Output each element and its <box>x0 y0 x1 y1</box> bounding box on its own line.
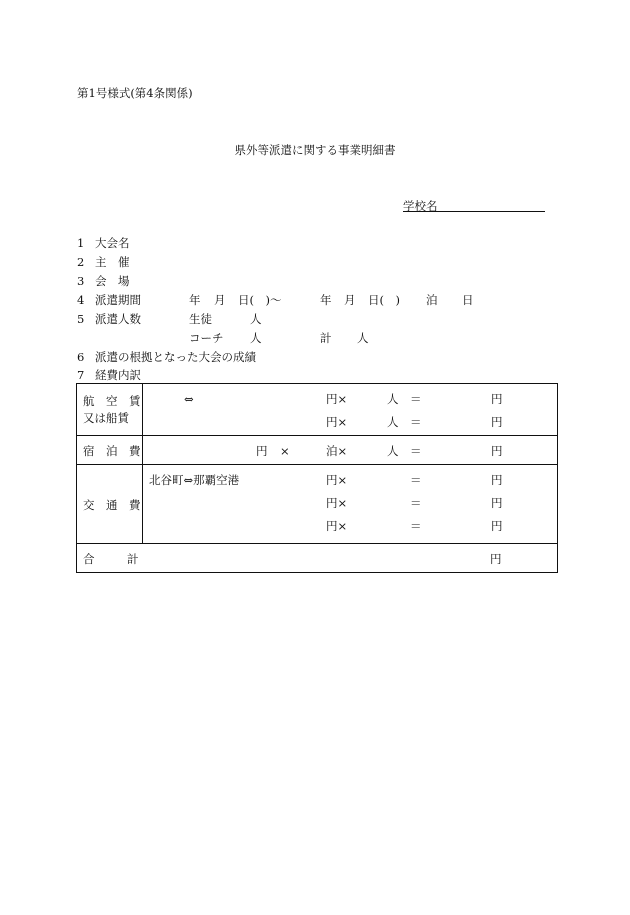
airfare-equals: ＝ <box>410 392 422 406</box>
lodging-equals: ＝ <box>410 444 422 458</box>
airfare-label-line2: 又は船賃 <box>83 411 129 425</box>
period-nights: 泊 <box>426 293 438 307</box>
cost-breakdown-table <box>76 383 558 573</box>
period-year-start: 年 <box>189 293 201 307</box>
members-coach-label: コーチ <box>189 331 224 345</box>
members-students-unit: 人 <box>250 312 262 326</box>
period-days: 日 <box>462 293 474 307</box>
item-label-venue: 会 場 <box>95 274 130 288</box>
table-row-lodging <box>77 436 558 465</box>
transport-category-cell <box>77 465 143 544</box>
airfare-yen-total: 円 <box>491 392 503 406</box>
item-number: 3 <box>77 274 85 288</box>
airfare-person: 人 <box>387 415 399 429</box>
table-row-total <box>77 544 558 573</box>
members-students-label: 生徒 <box>189 312 212 326</box>
airfare-person: 人 <box>387 392 399 406</box>
airfare-yen-times: 円× <box>326 415 348 429</box>
transport-yen-total: 円 <box>491 496 503 510</box>
period-month-end: 月 <box>344 293 356 307</box>
period-month-start: 月 <box>214 293 226 307</box>
airfare-category-cell <box>77 384 143 436</box>
airfare-yen-total: 円 <box>491 415 503 429</box>
transport-equals: ＝ <box>410 496 422 510</box>
item-label-members: 派遣人数 <box>95 312 141 326</box>
transport-route: 北谷町⇔那覇空港 <box>149 473 240 487</box>
airfare-yen-times: 円× <box>326 392 348 406</box>
total-label-b: 計 <box>127 552 139 566</box>
item-number: 5 <box>77 312 85 326</box>
total-cell[interactable] <box>77 544 558 573</box>
table-row-airfare <box>77 384 558 436</box>
school-name-field-line[interactable] <box>403 211 545 212</box>
transport-label: 交 通 費 <box>83 498 141 512</box>
lodging-times: × <box>280 444 290 458</box>
item-number: 2 <box>77 255 85 269</box>
item-label-basis: 派遣の根拠となった大会の成績 <box>95 350 256 364</box>
airfare-label-line1: 航 空 賃 <box>83 394 141 408</box>
item-label-event-name: 大会名 <box>95 236 130 250</box>
members-coach-unit: 人 <box>250 331 262 345</box>
lodging-nights-times: 泊× <box>326 444 348 458</box>
school-name-label: 学校名 <box>403 199 438 213</box>
transport-yen-total: 円 <box>491 519 503 533</box>
item-label-period: 派遣期間 <box>95 293 141 307</box>
transport-equals: ＝ <box>410 519 422 533</box>
document-title: 県外等派遣に関する事業明細書 <box>234 143 396 157</box>
lodging-yen: 円 <box>256 444 268 458</box>
total-yen: 円 <box>490 552 502 566</box>
item-number: 1 <box>77 236 85 250</box>
transport-yen-times: 円× <box>326 496 348 510</box>
transport-yen-times: 円× <box>326 519 348 533</box>
item-number: 6 <box>77 350 85 364</box>
item-number: 7 <box>77 368 85 382</box>
airfare-equals: ＝ <box>410 415 422 429</box>
table-row-transport <box>77 465 558 544</box>
lodging-yen-total: 円 <box>491 444 503 458</box>
item-label-organizer: 主 催 <box>95 255 130 269</box>
lodging-category-cell <box>77 436 143 465</box>
lodging-detail-cell[interactable] <box>143 436 558 465</box>
period-day-end: 日( ) <box>368 293 400 307</box>
item-label-cost-breakdown: 経費内訳 <box>95 368 141 382</box>
airfare-route-arrow: ⇔ <box>184 392 194 406</box>
airfare-detail-cell[interactable] <box>143 384 558 436</box>
total-label-a: 合 <box>83 552 95 566</box>
members-total-label: 計 <box>320 331 332 345</box>
members-total-unit: 人 <box>357 331 369 345</box>
transport-yen-times: 円× <box>326 473 348 487</box>
transport-equals: ＝ <box>410 473 422 487</box>
period-year-end: 年 <box>320 293 332 307</box>
transport-yen-total: 円 <box>491 473 503 487</box>
form-number-note: 第1号様式(第4条関係) <box>77 86 193 100</box>
lodging-label: 宿 泊 費 <box>83 444 141 458</box>
transport-detail-cell[interactable] <box>143 465 558 544</box>
item-number: 4 <box>77 293 85 307</box>
lodging-person: 人 <box>387 444 399 458</box>
period-day-start: 日( )～ <box>238 293 282 307</box>
